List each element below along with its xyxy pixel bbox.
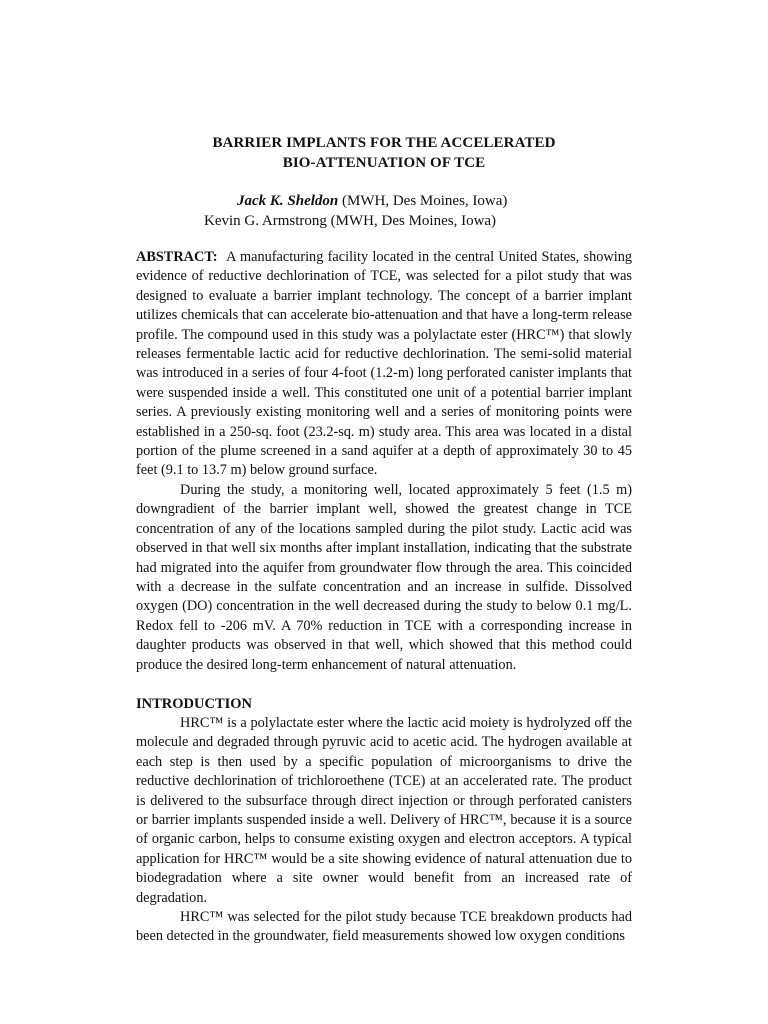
author-2-affiliation: (MWH, Des Moines, Iowa) — [326, 213, 497, 229]
author-list — [204, 191, 507, 231]
abstract-label: ABSTRACT: — [136, 249, 218, 265]
introduction-paragraph-1: HRC™ is a polylactate ester where the lactic acid moiety is hydrolyzed off the molecule and degraded through pyruvic acid to acetic acid. The hydrogen available at each step is then used by a specific population of microorganisms to drive the reductive dechlorination of trichloroethene (TCE) at an accelerated rate. The product is delivered to the subsurface through direct injection or through perforated canisters or barrier implants suspended inside a well. Delivery of HRC™, because it is a source of organic carbon, helps to consume existing oxygen and electron acceptors. A typical application for HRC™ would be a site showing evidence of natural attenuation due to biodegradation where a site owner would benefit from an increased rate of degradation. — [136, 715, 632, 906]
author-2 — [204, 211, 507, 231]
author-1-name: Jack K. Sheldon — [237, 193, 339, 209]
title-line-1: BARRIER IMPLANTS FOR THE ACCELERATED — [212, 135, 556, 151]
paper-title — [0, 133, 768, 173]
author-1-affiliation: (MWH, Des Moines, Iowa) — [338, 193, 508, 209]
abstract-section — [136, 248, 632, 675]
abstract-paragraph-1 — [136, 248, 632, 481]
title-line-2: BIO-ATTENUATION OF TCE — [282, 155, 486, 171]
introduction-section — [136, 714, 632, 947]
introduction-heading: INTRODUCTION — [136, 696, 253, 712]
author-1 — [204, 191, 507, 211]
introduction-paragraph-2: HRC™ was selected for the pilot study because TCE breakdown products had been detected in the groundwater, field measurements showed low oxygen conditions — [136, 909, 632, 945]
abstract-paragraph-1-text: A manufacturing facility located in the central United States, showing evidence of reductive dechlorination of TCE, was selected for a pilot study that was designed to evaluate a barrier implant technology. The concept of a barrier implant utilizes chemicals that can accelerate bio-attenuation and that have a long-term release profile. The compound used in this study was a polylactate ester (HRC™) that slowly releases fermentable lactic acid for reductive dechlorination. The semi-solid material was introduced in a series of four 4-foot (1.2-m) long perforated canister implants that were suspended inside a well. This constituted one unit of a potential barrier implant series. A previously existing monitoring well and a series of monitoring points were established in a 250-sq. foot (23.2-sq. m) study area. This area was located in a distal portion of the plume screened in a sand aquifer at a depth of approximately 30 to 45 feet (9.1 to 13.7 m) below ground surface. — [136, 249, 633, 479]
author-2-name: Kevin G. Armstrong — [204, 213, 327, 229]
abstract-paragraph-2: During the study, a monitoring well, located approximately 5 feet (1.5 m) downgradient of the barrier implant well, showed the greatest change in TCE concentration of any of the locations sampled during the pilot study. Lactic acid was observed in that well six months after implant installation, indicating that the substrate had migrated into the aquifer from groundwater flow through the area. This coincided with a decrease in the sulfate concentration and an increase in sulfide. Dissolved oxygen (DO) concentration in the well decreased during the study to below 0.1 mg/L. Redox fell to -206 mV. A 70% reduction in TCE with a corresponding increase in daughter products was observed in that well, which showed that this method could produce the desired long-term enhancement of natural attenuation. — [136, 481, 632, 673]
